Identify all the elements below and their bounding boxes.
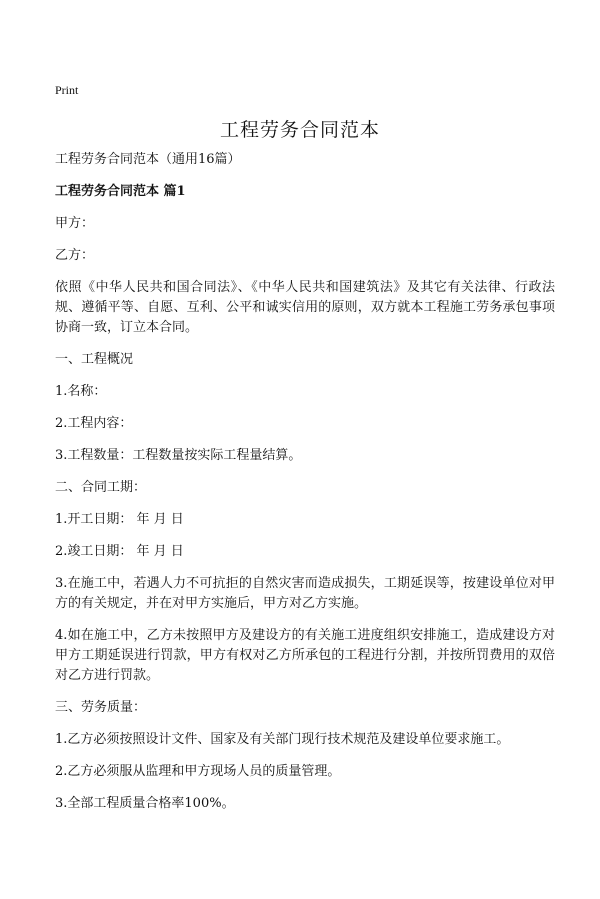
paragraph: 1.开工日期： 年 月 日 [55, 512, 184, 527]
document-title: 工程劳务合同范本 [219, 119, 380, 141]
paragraph: 依照《中华人民共和国合同法》、《中华人民共和国建筑法》及其它有关法律、行政法规、遵循平等、自愿、互利、公平和诚实信用的原则，双方就本工程施工劳务承包事项协商一致，订立本合同。 [55, 280, 555, 335]
paragraph: 2.乙方必须服从监理和甲方现场人员的质量管理。 [55, 764, 341, 779]
paragraph: 4.如在施工中，乙方未按照甲方及建设方的有关施工进度组织安排施工，造成建设方对甲方工期延误进行罚款，甲方有权对乙方所承包的工程进行分割，并按所罚费用的双倍对乙方进行罚款。 [55, 628, 555, 683]
paragraph: 甲方： [55, 216, 95, 231]
print-label: Print [55, 83, 79, 97]
paragraph: 3.全部工程质量合格率100%。 [55, 796, 235, 811]
paragraph: 2.工程内容： [55, 416, 133, 431]
paragraph: 1.名称： [55, 384, 107, 399]
paragraph: 2.竣工日期： 年 月 日 [55, 544, 184, 559]
paragraph: 3.工程数量：工程数量按实际工程量结算。 [55, 448, 302, 463]
paragraph: 三、劳务质量： [55, 700, 147, 715]
paragraph: 1.乙方必须按照设计文件、国家及有关部门现行技术规范及建设单位要求施工。 [55, 732, 510, 747]
paragraph: 3.在施工中，若遇人力不可抗拒的自然灾害而造成损失，工期延误等，按建设单位对甲方的有关规定，并在对甲方实施后，甲方对乙方实施。 [55, 576, 555, 611]
paragraph: 二、合同工期： [55, 480, 147, 495]
section-heading: 工程劳务合同范本 篇1 [55, 184, 186, 199]
paragraph: 工程劳务合同范本（通用16篇） [55, 152, 241, 167]
paragraph: 乙方： [55, 248, 95, 263]
document-body [55, 150, 555, 826]
paragraph: 一、工程概况 [55, 352, 134, 367]
